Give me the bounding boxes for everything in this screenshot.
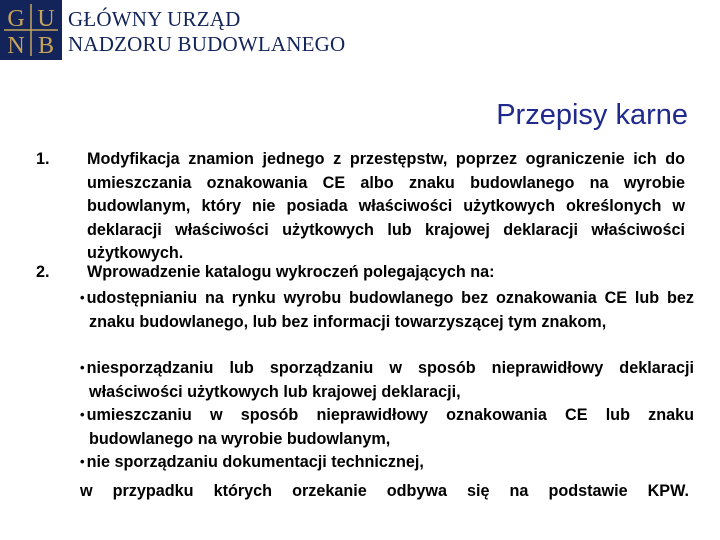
organization-name-line2: NADZORU BUDOWLANEGO <box>68 32 346 56</box>
organization-name-line1: GŁÓWNY URZĄD <box>68 7 241 31</box>
item-number-1: 1. <box>36 150 50 168</box>
svg-text:N: N <box>7 33 25 59</box>
bullet-text-1: udostępnianiu na rynku wyrobu budowlanego bez oznakowania CE lub bez znaku budowlanego, lub bez informacji towarzyszącej tym znakom, <box>86 289 694 331</box>
bullet-dot: • <box>80 454 85 469</box>
bullet-text-4: nie sporządzaniu dokumentacji technicznej, <box>86 453 424 471</box>
svg-text:B: B <box>37 33 55 59</box>
bullet-dot: • <box>80 290 85 305</box>
bullet-text-2: niesporządzaniu lub sporządzaniu w sposób nieprawidłowy deklaracji właściwości użytkowych lub krajowej deklaracji, <box>86 359 694 401</box>
bullet-dot: • <box>80 407 85 422</box>
bullet-item-4 <box>80 450 694 475</box>
item-text-2: Wprowadzenie katalogu wykroczeń polegających na: <box>87 263 495 281</box>
svg-text:G: G <box>7 6 25 32</box>
bullet-text-3: umieszczaniu w sposób nieprawidłowy oznakowania CE lub znaku budowlanego na wyrobie budowlanym, <box>86 406 694 448</box>
item-text-1: Modyfikacja znamion jednego z przestępstw, poprzez ograniczenie ich do umieszczania oznakowania CE albo znaku budowlanego na wyrobie budowlanym, który nie posiada właściwości użytkowych określonych w deklaracji właściwości użytkowych lub krajowej deklaracji właściwości użytkowych. <box>87 150 685 263</box>
item-number-2: 2. <box>36 263 50 281</box>
closing-line: w przypadku których orzekanie odbywa się na podstawie KPW. <box>80 482 689 500</box>
bullet-item-3 <box>80 403 694 451</box>
slide-title: Przepisy karne <box>496 99 688 131</box>
bullet-item-1 <box>80 286 694 334</box>
bullet-dot: • <box>80 360 85 375</box>
bullet-item-2 <box>80 356 694 404</box>
svg-text:U: U <box>37 6 55 32</box>
